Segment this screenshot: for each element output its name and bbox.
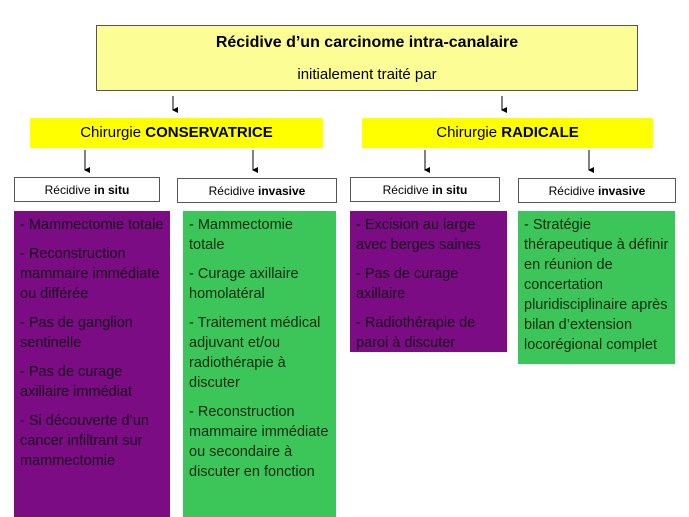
panel-item: - Si découverte d’un cancer infiltrant sur mammectomie [20, 413, 149, 469]
subheading-prefix: Récidive [44, 183, 94, 197]
panel-item: - Traitement médical adjuvant et/ou radiothérapie à discuter [189, 315, 321, 391]
subheading-conservative-invasive [177, 178, 337, 203]
subheading-radical-invasive [518, 178, 676, 203]
subheading-prefix: Récidive [208, 184, 258, 198]
title-box [96, 25, 638, 91]
subheading-bold: invasive [597, 184, 646, 198]
title-line-1: Récidive d’un carcinome intra-canalaire [215, 34, 519, 51]
panel-item: - Pas de ganglion sentinelle [20, 315, 133, 351]
panel-item: - Mammectomie totale [189, 217, 293, 253]
branch-radical-bold: RADICALE [501, 124, 579, 141]
panel-item: - Reconstruction mammaire immédiate ou secondaire à discuter en fonction [189, 404, 329, 480]
panel-radical-insitu [350, 211, 507, 352]
subheading-bold: invasive [257, 184, 306, 198]
panel-conservative-insitu [14, 211, 170, 517]
panel-radical-invasive [518, 211, 675, 364]
subheading-bold: in situ [94, 183, 130, 197]
branch-conservative-prefix: Chirurgie [80, 124, 146, 141]
panel-item: - Stratégie thérapeutique à définir en réunion de concertation pluridisciplinaire après bilan d’extension locorégional complet [524, 217, 669, 353]
panel-item: - Pas de curage axillaire [356, 266, 459, 302]
panel-conservative-invasive [183, 211, 336, 517]
subheading-bold: in situ [432, 183, 468, 197]
branch-conservative-bold: CONSERVATRICE [145, 124, 273, 141]
panel-item: - Curage axillaire homolatéral [189, 266, 299, 302]
subheading-prefix: Récidive [382, 183, 432, 197]
title-line-2: initialement traité par [297, 66, 437, 83]
panel-item: - Reconstruction mammaire immédiate ou différée [20, 246, 160, 302]
branch-radical-prefix: Chirurgie [436, 124, 502, 141]
panel-item: - Pas de curage axillaire immédiat [20, 364, 133, 400]
subheading-radical-insitu [350, 177, 500, 202]
branch-conservative [30, 118, 323, 148]
panel-item: - Excision au large avec berges saines [356, 217, 481, 253]
subheading-prefix: Récidive [548, 184, 598, 198]
panel-item: - Mammectomie totale [20, 217, 164, 233]
subheading-conservative-insitu [14, 177, 160, 202]
panel-item: - Radiothérapie de paroi à discuter [356, 315, 476, 351]
branch-radical [362, 118, 653, 148]
